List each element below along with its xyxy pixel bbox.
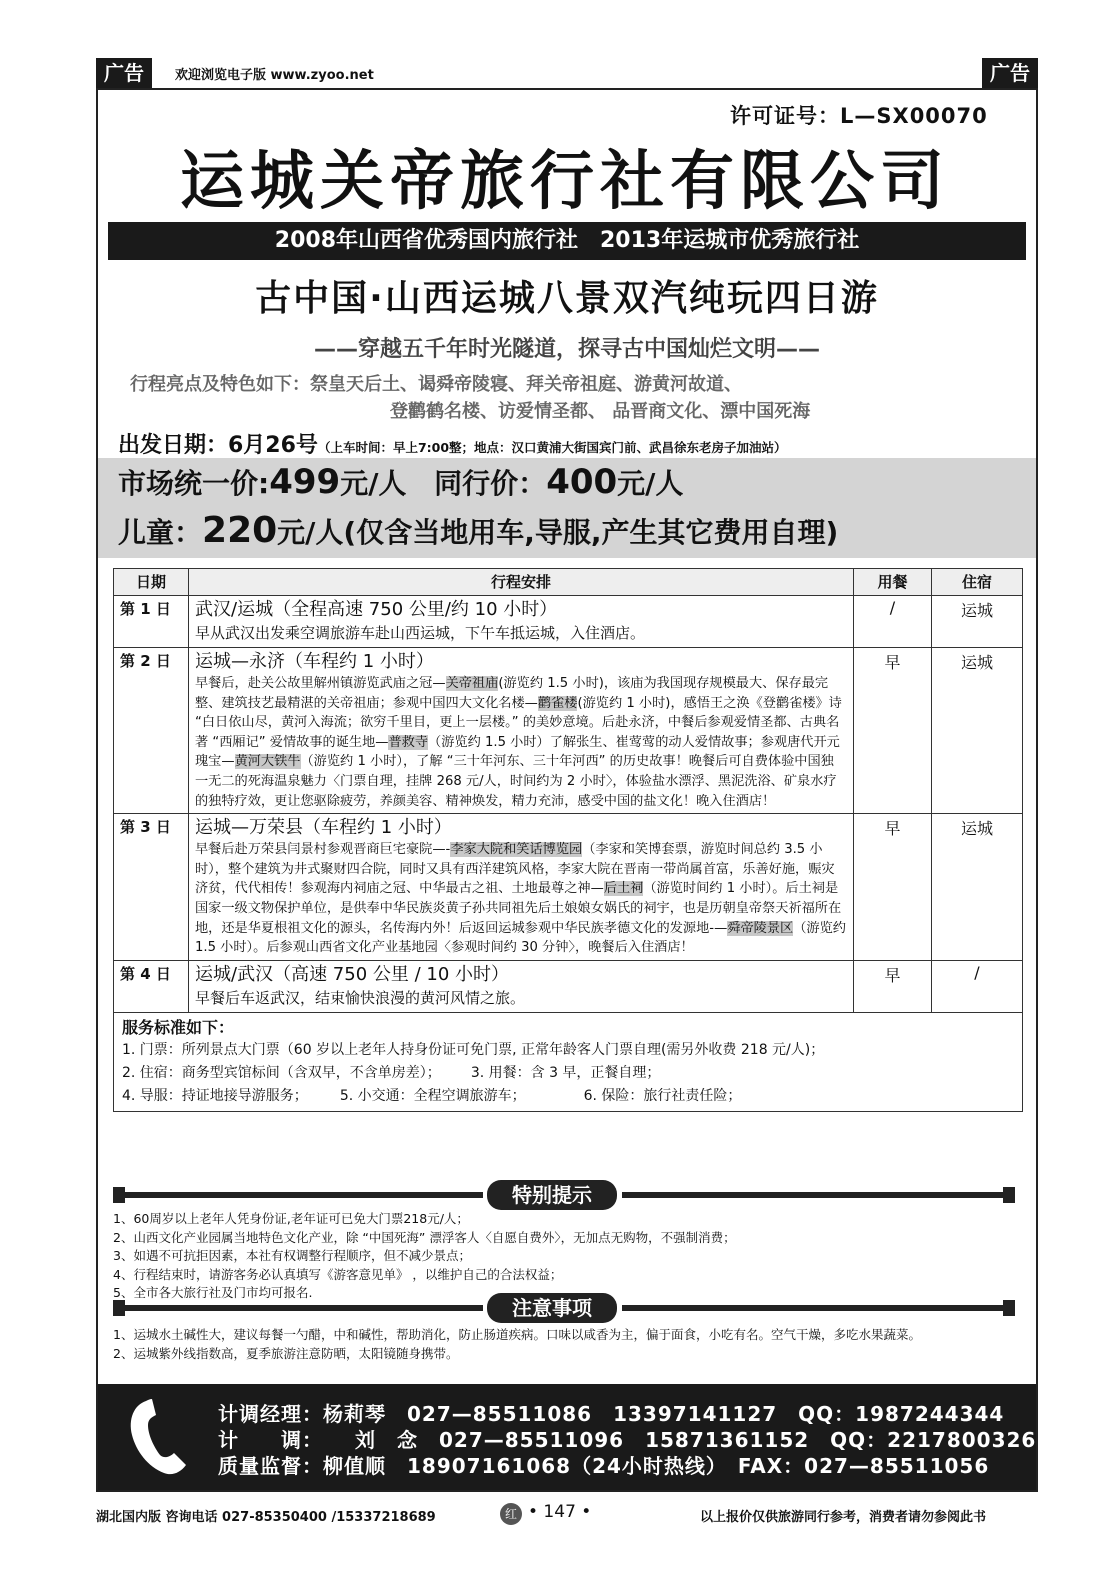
list-item: 2、山西文化产业园属当地特色文化产业，除 “中国死海” 漂浮客人〈自愿自费外〉，无加点无购物，不强制消费； (113, 1229, 736, 1245)
awards-banner: 2008年山西省优秀国内旅行社 2013年运城市优秀旅行社 (108, 222, 1026, 260)
market-price-label: 市场统一价: (118, 467, 270, 500)
day-label: 第 4 日 (114, 960, 189, 1012)
service-line-1: 1. 门票：所列景点大门票（60 岁以上老年人持身份证可免门票, 正常年龄客人门票自理(需另外收费 218 元/人)； (122, 1041, 825, 1058)
desc-text: （李家和笑博套票，游览时间总约 3.5 小时），整个建筑为井式聚财四合院，同时又具有西洋建筑风格，李家大院在晋南一带尚属首富，乐善好施，赈灾济贫，代代相传！参观海内祠庙之冠、中华最古之祖、土地最尊之神— (195, 842, 835, 897)
highlights-line1: 行程亮点及特色如下：祭皇天后土、谒舜帝陵寝、拜关帝祖庭、游黄河故道、 (130, 374, 742, 395)
spot-highlight: 关帝祖庙 (445, 676, 499, 691)
desc-text: (游览约 1.5 小时)，该庙为我国现存规模最大、保存最完整、建筑技艺最精湛的关帝祖庙；参观中国四大文化名楼— (195, 676, 829, 711)
services-title: 服务标准如下： (122, 1017, 235, 1037)
service-line-3 (122, 1085, 1014, 1108)
desc-text: 早餐后，赴关公故里解州镇游览武庙之冠— (195, 676, 446, 691)
welcome-text: 欢迎浏览电子版 www.zyoo.net (175, 68, 374, 83)
market-price-unit: 元/人 (340, 467, 407, 500)
day-hotel: / (932, 960, 1023, 1012)
table-row-day2 (114, 648, 1023, 814)
notice-title: 注意事项 (487, 1293, 617, 1323)
footer-left: 湖北国内版 咨询电话 027-85350400 /15337218689 (96, 1510, 436, 1525)
spot-highlight: 后土祠 (603, 881, 644, 897)
table-row-day1 (114, 596, 1023, 648)
footer-right: 以上报价仅供旅游同行参考，消费者请勿参阅此书 (700, 1510, 987, 1525)
day-label: 第 2 日 (114, 648, 189, 814)
service-transport: 5. 小交通：全程空调旅游车； (339, 1087, 526, 1104)
child-price-line (118, 510, 838, 551)
day-route: 运城—永济（车程约 1 小时） (195, 651, 434, 672)
table-row-day3 (114, 814, 1023, 961)
peer-price-unit: 元/人 (617, 467, 684, 500)
company-name: 运城关帝旅行社有限公司 (180, 144, 950, 219)
list-item: 3、如遇不可抗拒因素，本社有权调整行程顺序，但不减少景点； (113, 1248, 471, 1264)
notice-list (113, 1326, 1018, 1363)
child-price-label: 儿童： (118, 516, 203, 549)
day-meal: 早 (854, 648, 932, 814)
desc-text: (游览约 1 小时)，感悟王之涣《登鹳雀楼》诗 “白日依山尽，黄河入海流；欲穷千里目，更上一层楼。” 的美妙意境。后赴永济，中餐后参观爱情圣都、古典名著 “西厢记” 爱情故事的诞生地— (195, 695, 842, 750)
day-meal: / (854, 596, 932, 648)
tour-title: 古中国·山西运城八景双汽纯玩四日游 (255, 278, 879, 319)
day-route: 运城/武汉（高速 750 公里 / 10 小时） (195, 963, 509, 985)
special-tips-title: 特别提示 (487, 1180, 617, 1210)
desc-text: （游览约 1.5 小时）。后参观山西省文化产业基地园〈参观时间约 30 分钟〉，晚餐后入住酒店！ (195, 920, 846, 956)
day-route: 运城—万荣县（车程约 1 小时） (195, 817, 452, 839)
red-badge-icon: 红 (500, 1503, 522, 1525)
day-content (189, 960, 854, 1012)
service-insurance: 6. 保险：旅行社责任险； (583, 1087, 742, 1104)
phone-icon (124, 1395, 194, 1477)
desc-text: （游览时间约 1 小时）。后土祠是国家一级文物保护单位，是供奉中华民族炎黄子孙共同祖先后土娘娘女娲氏的祠宇，也是历朝皇帝祭天祈福所在地，还是华夏根祖文化的源头，名传海内外！后返回运城参观中华民族孝德文化的发源地-— (195, 881, 842, 936)
spot-highlight: 舜帝陵景区 (727, 920, 794, 936)
header-itinerary: 行程安排 (189, 569, 854, 596)
service-guide: 4. 导服：持证地接导游服务； (122, 1087, 308, 1104)
special-tips-list (113, 1210, 1018, 1303)
service-lodging: 2. 住宿：商务型宾馆标间（含双早，不含单房差）； (122, 1064, 441, 1081)
divider-bar-left (113, 1305, 483, 1311)
itinerary-table (113, 568, 1023, 1112)
contact-line-2: 计 调： 刘 念 027—85511096 15871361152 QQ：2217800326 (218, 1428, 1037, 1452)
desc-text: 早餐后赴万荣县闫景村参观晋商巨宅豪院—- (195, 842, 451, 858)
highlights-line2: 登鹳鹤名楼、访爱情圣都、 品晋商文化、漂中国死海 (390, 401, 811, 422)
spot-highlight: 普救寺 (388, 734, 429, 750)
day-meal: 早 (854, 960, 932, 1012)
spot-highlight: 鹳雀楼 (537, 695, 578, 711)
contact-line-1: 计调经理：杨莉琴 027—85511086 13397141127 QQ：1987244344 (218, 1402, 1005, 1426)
day-desc: 早餐后车返武汉，结束愉快浪漫的黄河风情之旅。 (195, 988, 526, 1007)
header-hotel: 住宿 (932, 569, 1023, 596)
list-item: 2、运城紫外线指数高，夏季旅游注意防晒，太阳镜随身携带。 (113, 1345, 459, 1361)
departure-note: （上车时间：早上7:00整；地点：汉口黄浦大街国宾门前、武昌徐东老房子加油站） (317, 440, 787, 455)
divider-bar-right (622, 1192, 1015, 1198)
market-price-line (118, 462, 683, 502)
services-block (114, 1012, 1023, 1111)
ad-tag-right: 广告 (982, 58, 1038, 88)
list-item: 5、全市各大旅行社及门市均可报名. (113, 1285, 313, 1301)
page-number: • 147 • (528, 1502, 592, 1522)
list-item: 4、行程结束时，请游客务必认真填写《游客意见单》 ，以维护自己的合法权益； (113, 1266, 563, 1282)
spot-highlight: 李家大院和笑话博览园 (450, 842, 583, 858)
table-header-row (114, 569, 1023, 596)
ad-tag-left: 广告 (96, 58, 152, 88)
list-item: 1、60周岁以上老年人凭身份证,老年证可已免大门票218元/人； (113, 1211, 469, 1226)
day-content (189, 648, 854, 814)
service-meals: 3. 用餐：含 3 早，正餐自理； (470, 1064, 661, 1081)
peer-price-label: 同行价： (434, 467, 547, 500)
day-label: 第 1 日 (114, 596, 189, 648)
day-content (189, 596, 854, 648)
divider-cap-right (1003, 1300, 1015, 1316)
child-price-note: 元/人(仅含当地用车,导服,产生其它费用自理) (277, 516, 839, 549)
day-label: 第 3 日 (114, 814, 189, 961)
divider-cap-right (1003, 1187, 1015, 1203)
divider-bar-left (113, 1192, 483, 1198)
day-hotel: 运城 (932, 648, 1023, 814)
day-desc (195, 674, 847, 811)
service-line-2 (122, 1062, 1014, 1085)
day-hotel: 运城 (932, 814, 1023, 961)
day-route: 武汉/运城（全程高速 750 公里/约 10 小时） (195, 599, 558, 620)
day-hotel: 运城 (932, 596, 1023, 648)
desc-text: （游览约 1 小时），了解 “三十年河东、三十年河西” 的历史故事！晚餐后可自费体验中国独一无二的死海温泉魅力〈门票自理，挂牌 268 元/人，时间约为 2 小时〉，体验盐水漂浮、黑泥洗浴、矿泉水疗的独特疗效，更让您驱除疲劳，养颜美容、精神焕发，精力充沛，感受中国的盐文化！晚入住酒店！ (195, 754, 837, 809)
child-price-value: 220 (202, 510, 278, 551)
header-date: 日期 (114, 569, 189, 596)
day-desc: 早从武汉出发乘空调旅游车赴山西运城，下午车抵运城，入住酒店。 (195, 624, 646, 642)
desc-text: （游览约 1.5 小时）了解张生、崔莺莺的动人爱情故事；参观唐代开元瑰宝— (195, 734, 840, 770)
day-content (189, 814, 854, 961)
list-item: 1、运城水土碱性大，建议每餐一勺醋，中和碱性，帮助消化，防止肠道疾病。口味以咸香为主，偏于面食，小吃有名。空气干燥，多吃水果蔬菜。 (113, 1327, 921, 1342)
market-price-value: 499 (269, 462, 341, 502)
spot-highlight: 黄河大铁牛 (234, 754, 301, 770)
departure-line (118, 428, 787, 459)
day-desc (195, 840, 847, 958)
services-row (114, 1012, 1023, 1111)
slogan: ——穿越五千年时光隧道，探寻古中国灿烂文明—— (313, 337, 820, 362)
day-meal: 早 (854, 814, 932, 961)
table-row-day4 (114, 960, 1023, 1012)
peer-price-value: 400 (546, 462, 618, 502)
license-number: 许可证号：L—SX00070 (730, 104, 988, 128)
divider-bar-right (622, 1305, 1015, 1311)
departure-date: 出发日期：6月26号 (118, 433, 318, 458)
contact-line-3: 质量监督：柳值顺 18907161068（24小时热线） FAX：027—85511056 (218, 1454, 990, 1478)
header-meal: 用餐 (854, 569, 932, 596)
